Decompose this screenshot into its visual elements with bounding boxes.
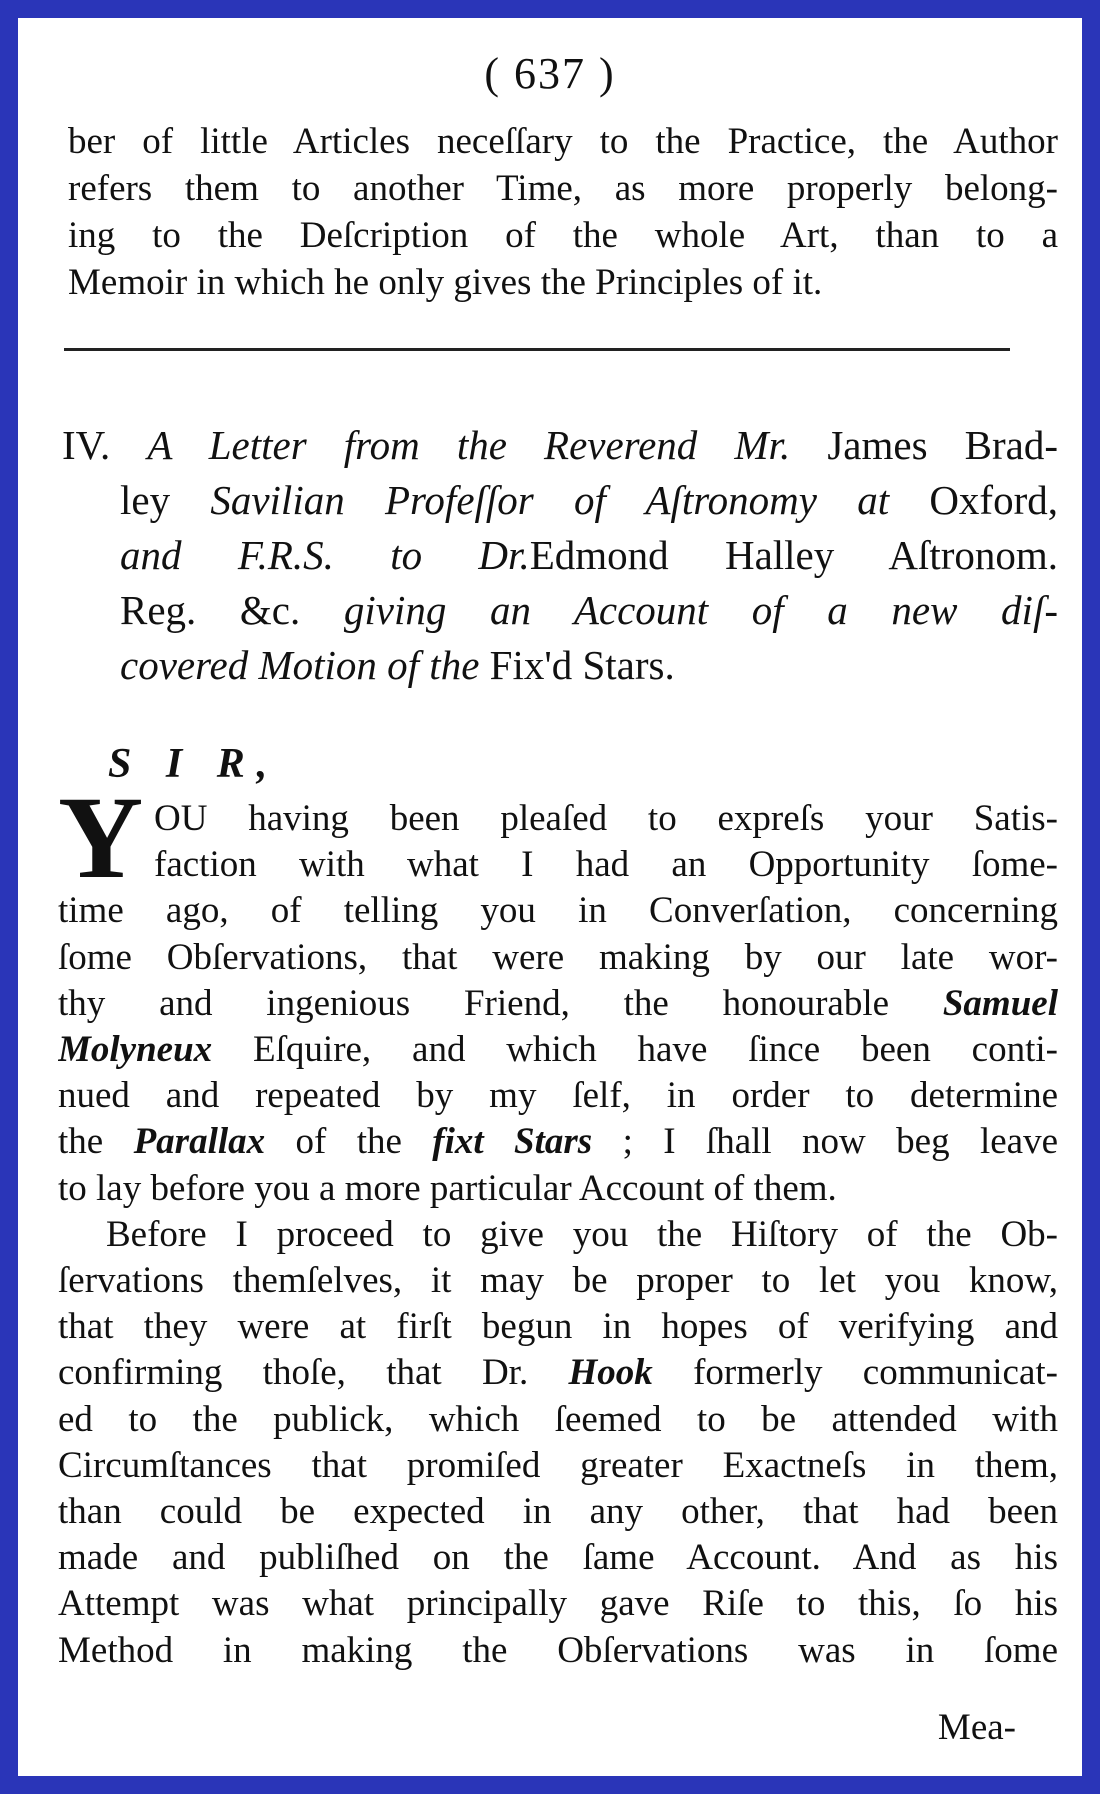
top-paragraph: [68, 118, 1058, 306]
heading-line: [62, 418, 1058, 473]
text-line: Memoir in which he only gives the Principles of it.: [68, 262, 823, 303]
text-run: IV.: [62, 422, 148, 468]
section-divider: [64, 348, 1010, 351]
italic-text: and F.R.S. to Dr.: [120, 532, 530, 578]
text-run: time ago, of telling you in Converſation, concerning: [58, 890, 1058, 932]
heading-line: [62, 583, 1058, 638]
drop-cap: Y: [58, 772, 144, 903]
heading-line: [62, 528, 1058, 583]
text-run: Before I proceed to give you the Hiſtory of the Ob-: [106, 1213, 1058, 1255]
text-run: the: [58, 1121, 134, 1163]
body-line: [58, 935, 1058, 981]
text-run: Eſquire, and which have ſince been conti-: [212, 1029, 1058, 1071]
heading-line: [62, 638, 1058, 693]
body-line: [58, 1073, 1058, 1119]
body-line: [58, 1535, 1058, 1581]
body-line: [58, 888, 1058, 934]
body-line: [58, 1166, 1058, 1212]
body-line: [58, 1397, 1058, 1443]
body-line: [58, 1628, 1058, 1674]
text-run: to lay before you a more particular Account of them.: [58, 1167, 837, 1209]
text-line: ing to the Deſcription of the whole Art, than to a: [68, 215, 1058, 256]
text-run: OU having been pleaſed to expreſs your Satis-: [154, 798, 1058, 839]
body-line: [58, 1489, 1058, 1535]
text-line: refers them to another Time, as more properly belong-: [68, 168, 1058, 209]
text-run: Method in making the Obſervations was in ſome: [58, 1629, 1058, 1671]
body-line: [58, 1304, 1058, 1350]
text-run: Reg. &c.: [120, 587, 344, 633]
text-run: confirming thoſe, that Dr.: [58, 1352, 569, 1394]
text-run: Fix'd Stars.: [489, 642, 675, 688]
text-run: ed to the publick, which ſeemed to be attended with: [58, 1398, 1058, 1440]
italic-text: Hook: [568, 1352, 653, 1394]
text-run: Circumſtances that promiſed greater Exactneſs in them,: [58, 1444, 1058, 1486]
catchword: Mea-: [937, 1707, 1016, 1748]
italic-text: Molyneux: [58, 1029, 213, 1071]
text-line: ber of little Articles neceſſary to the Practice, the Author: [68, 121, 1058, 162]
text-run: formerly communicat-: [652, 1352, 1058, 1394]
text-run: Attempt was what principally gave Riſe to this, ſo his: [58, 1583, 1058, 1625]
text-run: than could be expected in any other, that had been: [58, 1491, 1058, 1533]
body-line: [58, 1350, 1058, 1396]
text-run: that they were at firſt begun in hopes of verifying and: [58, 1306, 1058, 1348]
text-run: nued and repeated by my ſelf, in order to determine: [58, 1075, 1058, 1117]
text-run: James Brad-: [827, 422, 1058, 468]
italic-text: fixt Stars: [432, 1121, 593, 1163]
letter-body: [58, 796, 1058, 1674]
body-line: [58, 1443, 1058, 1489]
body-line: [58, 796, 1058, 842]
text-run: ley: [120, 477, 211, 523]
italic-text: giving an Account of a new diſ-: [343, 587, 1058, 633]
body-line: [58, 842, 1058, 888]
document-page: [18, 18, 1082, 1776]
text-run: ſervations themſelves, it may be proper to let you know,: [58, 1260, 1058, 1302]
body-line: [58, 1581, 1058, 1627]
body-line: [58, 1119, 1058, 1165]
text-run: faction with what I had an Opportunity ſome-: [154, 844, 1058, 886]
text-run: ſome Obſervations, that were making by our late wor-: [58, 936, 1058, 978]
body-line: [58, 1212, 1058, 1258]
italic-text: Savilian Profeſſor of Aſtronomy at: [210, 477, 930, 523]
text-run: Oxford,: [929, 477, 1058, 523]
italic-text: covered Motion of the: [120, 642, 490, 688]
heading-line: [62, 473, 1058, 528]
article-heading: [62, 418, 1058, 693]
text-run: thy and ingenious Friend, the honourable: [58, 982, 943, 1024]
page-number: ( 637 ): [484, 49, 616, 98]
italic-text: A Letter from the Reverend Mr.: [147, 422, 828, 468]
body-line: [58, 981, 1058, 1027]
italic-text: Parallax: [133, 1121, 266, 1163]
text-run: of the: [265, 1121, 433, 1163]
text-run: made and publiſhed on the ſame Account. And as his: [58, 1537, 1058, 1579]
body-line: [58, 1258, 1058, 1304]
text-run: Edmond Halley Aſtronom.: [529, 532, 1058, 578]
salutation: S I R,: [108, 741, 280, 787]
italic-text: Samuel: [942, 982, 1058, 1024]
body-line: [58, 1027, 1058, 1073]
text-run: ; I ſhall now beg leave: [592, 1121, 1058, 1163]
